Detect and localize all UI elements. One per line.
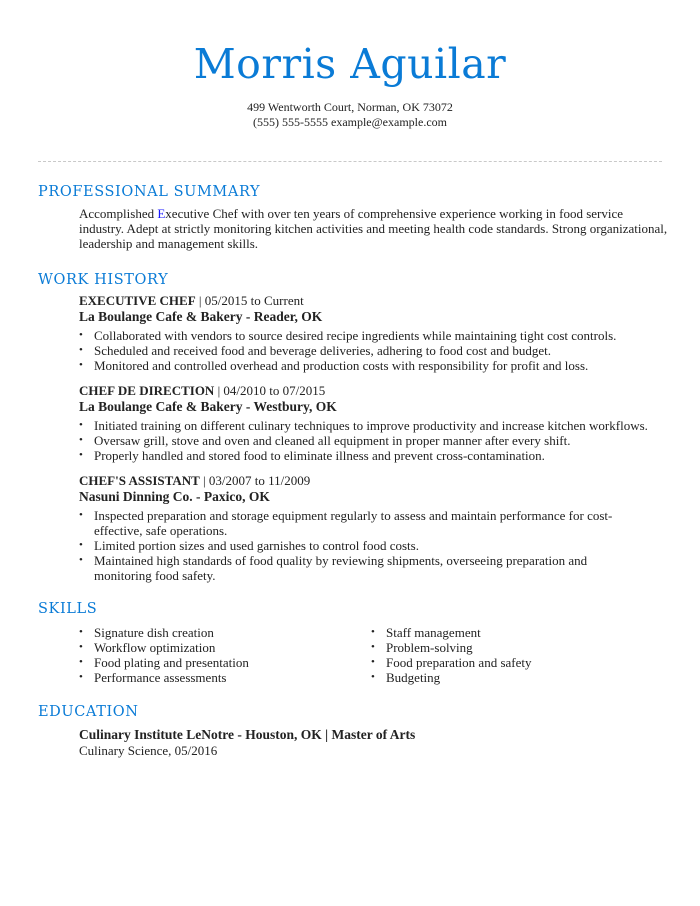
job-bullet: • Collaborated with vendors to source desired recipe ingredients while maintaining tight cost controls. — [79, 328, 669, 343]
education-detail: Culinary Science, 05/2016 — [79, 743, 218, 758]
job-bullet: • Monitored and controlled overhead and production costs with responsibility for profit and loss. — [79, 358, 669, 373]
skill-item: • Food preparation and safety — [371, 655, 641, 670]
summary-text — [79, 206, 669, 251]
education-institution: Culinary Institute LeNotre - Houston, OK | Master of Arts — [79, 727, 416, 742]
skill-item: • Budgeting — [371, 670, 641, 685]
education-entry — [79, 726, 669, 758]
skill-item: • Food plating and presentation — [79, 655, 349, 670]
skills-column-left — [79, 625, 349, 685]
summary-highlight-char: E — [157, 206, 166, 221]
section-title-skills: SKILLS — [38, 601, 98, 617]
job-entry — [79, 293, 669, 373]
job-bullets — [79, 508, 644, 583]
job-entry — [79, 473, 669, 583]
skills-list-right — [371, 625, 641, 685]
job-bullet: • Initiated training on different culinary techniques to improve productivity and increase kitchen workflows. — [79, 418, 669, 433]
contact-phone-email: (555) 555-5555 example@example.com — [253, 115, 447, 129]
job-heading — [79, 383, 669, 398]
job-bullet: • Scheduled and received food and beverage deliveries, adhering to food cost and budget. — [79, 343, 669, 358]
job-bullet: • Properly handled and stored food to eliminate illness and prevent cross-contamination. — [79, 448, 669, 463]
job-dates: | 03/2007 to 11/2009 — [199, 473, 311, 488]
job-title: CHEF'S ASSISTANT — [79, 473, 200, 488]
summary-text-rest: xecutive Chef with over ten years of comprehensive experience working in food service industry. Adept at strictly monitoring kitchen activities and meeting health code standards. Strong organizational, leadership and management skills. — [79, 206, 668, 251]
skills-column-right — [371, 625, 641, 685]
job-bullets — [79, 328, 669, 373]
summary-text-prefix: Accomplished — [79, 206, 158, 221]
job-heading — [79, 293, 669, 308]
contact-address: 499 Wentworth Court, Norman, OK 73072 — [247, 100, 453, 114]
job-title: EXECUTIVE CHEF — [79, 293, 196, 308]
job-bullet: • Inspected preparation and storage equipment regularly to assess and maintain performance for cost-effective, safe operations. — [79, 508, 644, 538]
job-bullets — [79, 418, 669, 463]
job-employer: Nasuni Dinning Co. - Paxico, OK — [79, 489, 270, 504]
skill-item: • Problem-solving — [371, 640, 641, 655]
job-dates: | 04/2010 to 07/2015 — [214, 383, 326, 398]
skill-item: • Performance assessments — [79, 670, 349, 685]
job-employer: La Boulange Cafe & Bakery - Westbury, OK — [79, 399, 337, 414]
section-title-education: EDUCATION — [38, 704, 139, 720]
skill-item: • Staff management — [371, 625, 641, 640]
section-title-summary: PROFESSIONAL SUMMARY — [38, 184, 261, 200]
candidate-name: Morris Aguilar — [193, 40, 507, 88]
job-entry — [79, 383, 669, 463]
header-divider — [38, 161, 662, 162]
section-title-work-history: WORK HISTORY — [38, 272, 169, 288]
job-title: CHEF DE DIRECTION — [79, 383, 215, 398]
job-bullet: • Oversaw grill, stove and oven and cleaned all equipment in proper manner after every shift. — [79, 433, 669, 448]
skill-item: • Workflow optimization — [79, 640, 349, 655]
job-employer: La Boulange Cafe & Bakery - Reader, OK — [79, 309, 323, 324]
skill-item: • Signature dish creation — [79, 625, 349, 640]
job-bullet: • Limited portion sizes and used garnishes to control food costs. — [79, 538, 644, 553]
job-bullet: • Maintained high standards of food quality by reviewing shipments, overseeing preparation and monitoring food safety. — [79, 553, 644, 583]
job-heading — [79, 473, 669, 488]
job-dates: | 05/2015 to Current — [195, 293, 304, 308]
skills-list-left — [79, 625, 349, 685]
